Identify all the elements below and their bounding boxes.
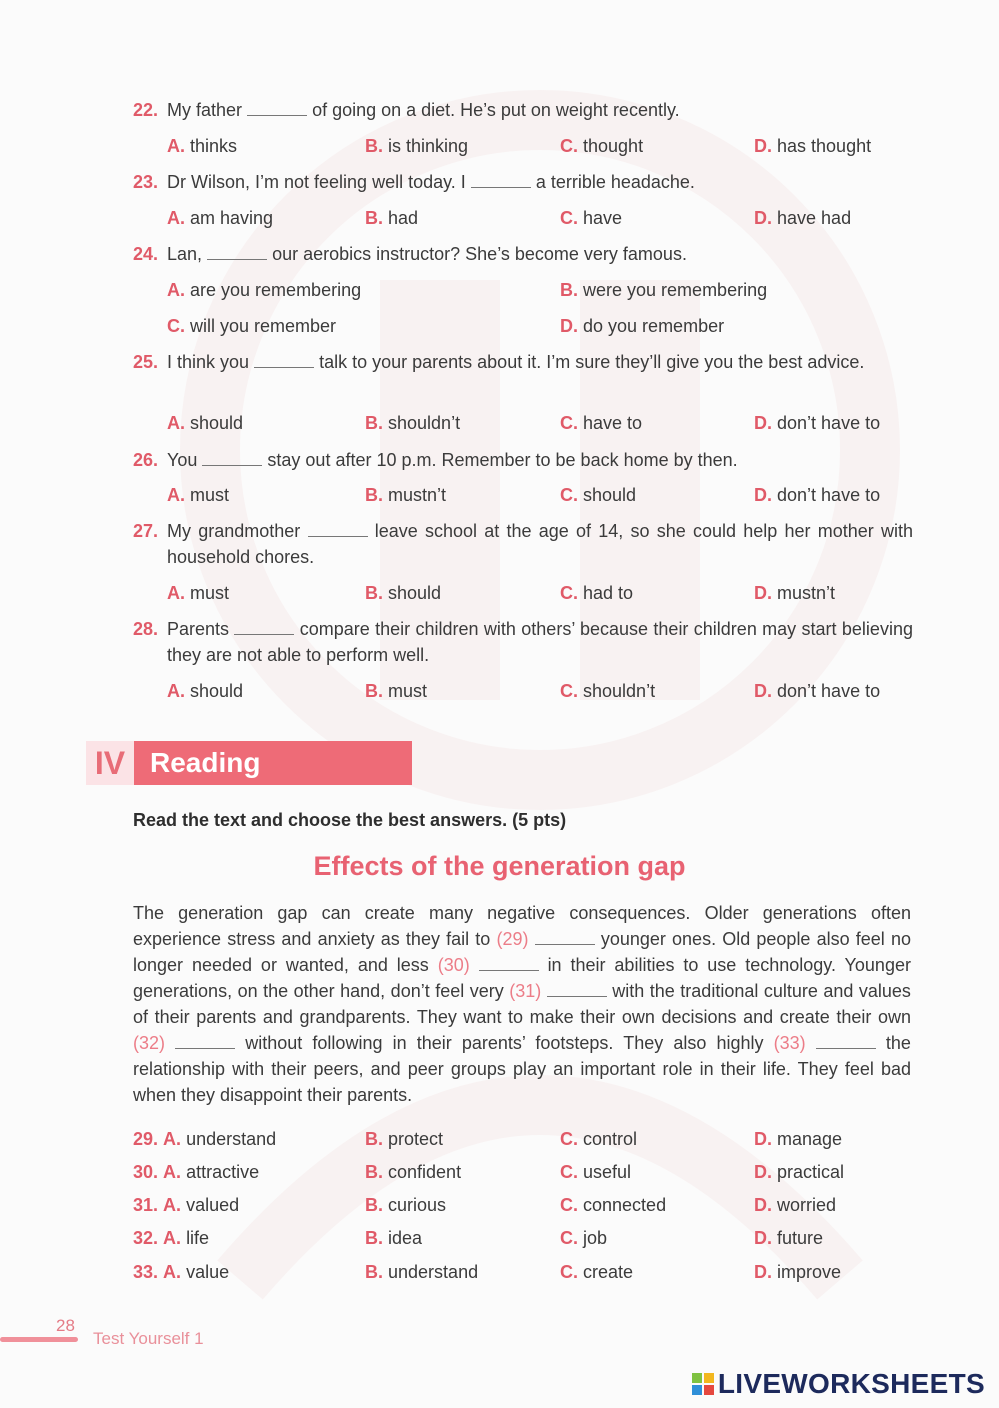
section-header <box>86 741 412 785</box>
option-d[interactable]: D. do you remember <box>560 316 725 336</box>
answer-33-d[interactable]: D. improve <box>754 1262 842 1282</box>
option-d[interactable]: D. don’t have to <box>754 485 881 505</box>
section-title: Reading <box>134 741 412 785</box>
answer-blank[interactable] <box>247 101 307 116</box>
answer-blank[interactable] <box>535 930 595 945</box>
question-text: I think you <box>167 352 250 372</box>
option-d[interactable]: D. have had <box>754 208 852 228</box>
answer-30-b[interactable]: B. confident <box>365 1162 462 1182</box>
answer-blank[interactable] <box>254 353 314 368</box>
option-c[interactable]: C. thought <box>560 136 644 156</box>
logo-text: LIVEWORKSHEETS <box>717 1368 985 1399</box>
answer-blank[interactable] <box>547 982 607 997</box>
question-text: Parents <box>167 619 230 639</box>
answer-blank[interactable] <box>175 1034 235 1049</box>
answer-30-a[interactable]: 30. A. attractive <box>133 1162 260 1182</box>
option-b[interactable]: B. had <box>365 208 419 228</box>
answer-32-b[interactable]: B. idea <box>365 1228 423 1248</box>
reading-passage: The generation gap can create many negative consequences. Older generations often experience stress and anxiety as they fail to (29) younger ones. Old people also feel no longer needed or wanted, and less (30) in their abilities to use technology. Younger generations, on the other hand, don’t feel very (31) with the traditional culture and values of their parents and grandparents. They want to make their own decisions and create their own (32) without following in their parents’ footsteps. They also highly (33) the relationship with their peers, and peer groups play an important role in their life. They feel bad when they disappoint their parents. <box>133 903 911 1105</box>
question-number: 24. <box>133 244 159 264</box>
question-number: 27. <box>133 521 159 541</box>
option-c[interactable]: C. will you remember <box>167 316 337 336</box>
question-text: a terrible headache. <box>535 172 695 192</box>
answer-31-d[interactable]: D. worried <box>754 1195 837 1215</box>
answer-30-c[interactable]: C. useful <box>560 1162 632 1182</box>
answer-blank[interactable] <box>816 1034 876 1049</box>
option-b[interactable]: B. were you remembering <box>560 280 768 300</box>
question-number: 26. <box>133 450 159 470</box>
answer-32-c[interactable]: C. job <box>560 1228 608 1248</box>
option-a[interactable]: A. should <box>167 681 244 701</box>
gap-32: (32) <box>133 1033 166 1053</box>
question-text: talk to your parents about it. I’m sure they’ll give you the best advice. <box>319 352 865 372</box>
gap-29: (29) <box>496 929 529 949</box>
question-number: 28. <box>133 619 159 639</box>
option-b[interactable]: B. shouldn’t <box>365 413 461 433</box>
option-b[interactable]: B. mustn’t <box>365 485 447 505</box>
liveworksheets-logo <box>692 1367 985 1401</box>
option-b[interactable]: B. must <box>365 681 428 701</box>
answer-30-d[interactable]: D. practical <box>754 1162 845 1182</box>
question-26 <box>133 447 913 473</box>
passage-title: Effects of the generation gap <box>313 851 686 881</box>
option-d[interactable]: D. don’t have to <box>754 681 881 701</box>
instruction: Read the text and choose the best answers. (5 pts) <box>133 810 567 830</box>
answer-33-b[interactable]: B. understand <box>365 1262 479 1282</box>
option-b[interactable]: B. should <box>365 583 442 603</box>
option-b[interactable]: B. is thinking <box>365 136 469 156</box>
page-number: 28 <box>56 1316 75 1335</box>
footer-label: Test Yourself 1 <box>93 1329 204 1348</box>
question-text: stay out after 10 p.m. Remember to be back home by then. <box>267 450 738 470</box>
option-a[interactable]: A. am having <box>167 208 274 228</box>
option-c[interactable]: C. shouldn’t <box>560 681 656 701</box>
answer-blank[interactable] <box>207 245 267 260</box>
answer-blank[interactable] <box>308 522 368 537</box>
question-24 <box>133 241 913 267</box>
option-a[interactable]: A. are you remembering <box>167 280 362 300</box>
option-c[interactable]: C. have to <box>560 413 643 433</box>
option-d[interactable]: D. mustn’t <box>754 583 836 603</box>
question-number: 25. <box>133 352 159 372</box>
answer-blank[interactable] <box>202 451 262 466</box>
gap-30: (30) <box>437 955 470 975</box>
question-23 <box>133 169 913 195</box>
answer-31-c[interactable]: C. connected <box>560 1195 667 1215</box>
question-text: Lan, <box>167 244 203 264</box>
option-d[interactable]: D. has thought <box>754 136 872 156</box>
answer-29-c[interactable]: C. control <box>560 1129 638 1149</box>
question-number: 22. <box>133 100 159 120</box>
question-text: You <box>167 450 198 470</box>
footer-accent-line <box>0 1337 78 1342</box>
answer-33-c[interactable]: C. create <box>560 1262 634 1282</box>
question-25 <box>133 349 913 375</box>
question-27 <box>133 518 913 567</box>
question-number: 23. <box>133 172 159 192</box>
option-c[interactable]: C. had to <box>560 583 634 603</box>
gap-33: (33) <box>773 1033 806 1053</box>
option-a[interactable]: A. must <box>167 485 230 505</box>
option-a[interactable]: A. must <box>167 583 230 603</box>
question-22 <box>133 97 913 123</box>
answer-32-a[interactable]: 32. A. life <box>133 1228 210 1248</box>
question-text: Dr Wilson, I’m not feeling well today. I <box>167 172 466 192</box>
gap-31: (31) <box>509 981 542 1001</box>
question-28 <box>133 616 913 665</box>
answer-blank[interactable] <box>234 620 294 635</box>
section-number: IV <box>86 741 134 785</box>
question-text: compare their children with others’ because their children may start believing they are not able to perform well. <box>167 619 913 665</box>
answer-32-d[interactable]: D. future <box>754 1228 824 1248</box>
question-text: of going on a diet. He’s put on weight recently. <box>312 100 680 120</box>
option-c[interactable]: C. have <box>560 208 623 228</box>
answer-31-a[interactable]: 31. A. valued <box>133 1195 240 1215</box>
answer-33-a[interactable]: 33. A. value <box>133 1262 230 1282</box>
question-text: My grandmother <box>167 521 301 541</box>
option-a[interactable]: A. thinks <box>167 136 238 156</box>
answer-31-b[interactable]: B. curious <box>365 1195 447 1215</box>
answer-29-a[interactable]: 29. A. understand <box>133 1129 277 1149</box>
option-a[interactable]: A. should <box>167 413 244 433</box>
option-d[interactable]: D. don’t have to <box>754 413 881 433</box>
question-text: My father <box>167 100 243 120</box>
answer-blank[interactable] <box>471 173 531 188</box>
answer-29-b[interactable]: B. protect <box>365 1129 444 1149</box>
question-text: our aerobics instructor? She’s become very famous. <box>272 244 687 264</box>
option-c[interactable]: C. should <box>560 485 637 505</box>
question-text: leave school at the age of 14, so she could help her mother with household chores. <box>167 521 913 567</box>
logo-grid-icon <box>692 1373 714 1395</box>
answer-29-d[interactable]: D. manage <box>754 1129 843 1149</box>
answer-blank[interactable] <box>479 956 539 971</box>
